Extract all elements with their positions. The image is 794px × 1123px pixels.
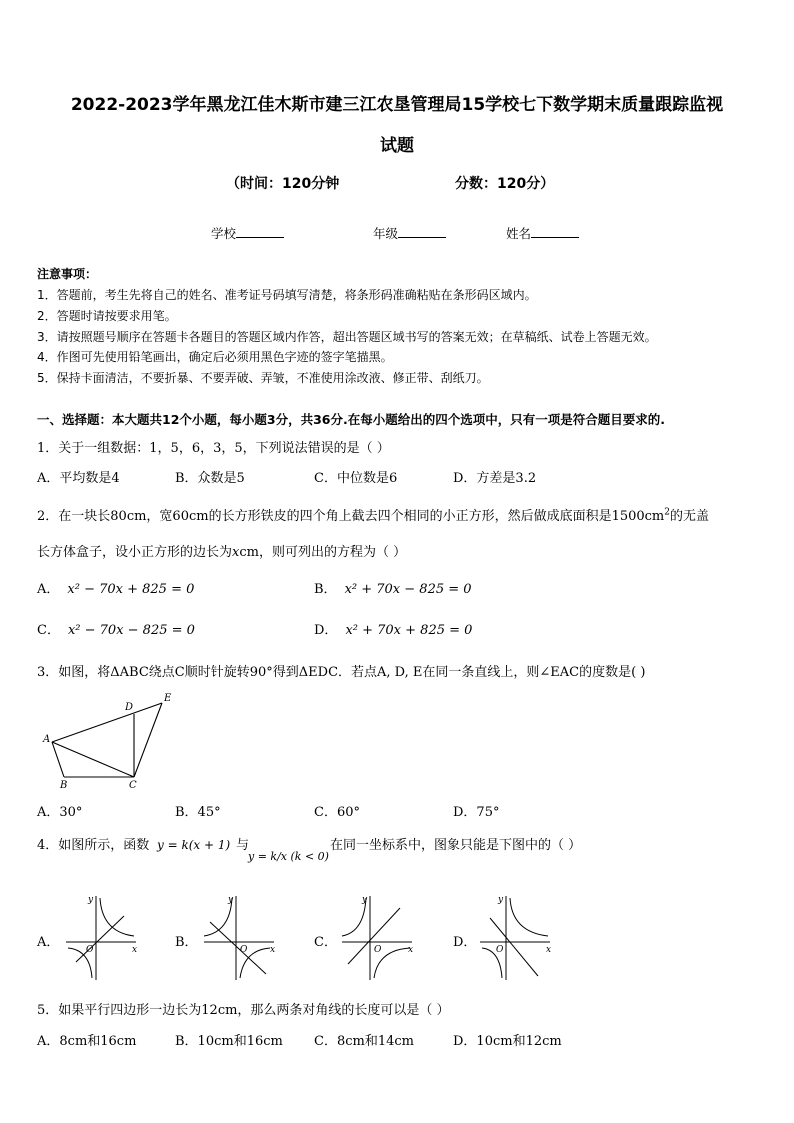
q1-option-d: D．方差是3.2 bbox=[453, 471, 537, 486]
q4-option-a-label: A． bbox=[37, 935, 60, 950]
name-label: 姓名 bbox=[506, 226, 532, 241]
q2-option-c-expr: x² − 70x − 825 = 0 bbox=[67, 623, 195, 638]
notice-heading: 注意事项： bbox=[37, 267, 98, 281]
svg-text:O: O bbox=[496, 945, 504, 955]
q4-stem-a: 4．如图所示，函数 bbox=[37, 838, 150, 853]
svg-text:y: y bbox=[498, 895, 504, 905]
q2-stem-line2a: 长方体盒子，设小正方形的边长为 bbox=[37, 545, 233, 560]
svg-text:O: O bbox=[86, 945, 94, 955]
q2-var: x bbox=[232, 545, 240, 560]
q5-option-d: D．10cm和12cm bbox=[453, 1034, 562, 1049]
notice-item: 3．请按照题号顺序在答题卡各题目的答题区域内作答，超出答题区域书写的答案无效；在草稿纸、试卷上答题无效。 bbox=[37, 330, 657, 344]
q3-figure bbox=[38, 690, 188, 790]
q2-option-b-label: B． bbox=[314, 582, 337, 597]
svg-text:y: y bbox=[228, 895, 234, 905]
school-label: 学校 bbox=[211, 226, 237, 241]
q4-option-c-label: C． bbox=[314, 935, 337, 950]
notice-item: 5．保持卡面清洁，不要折暴、不要弄破、弄皱，不准使用涂改液、修正带、刮纸刀。 bbox=[37, 371, 489, 385]
q4-func2: y = k/x (k < 0) bbox=[248, 850, 329, 863]
name-field bbox=[506, 224, 579, 242]
q3-label-e: E bbox=[164, 693, 172, 704]
q5-stem: 5．如果平行四边形一边长为12cm，那么两条对角线的长度可以是（ ） bbox=[37, 1003, 450, 1018]
time-label: （时间：120分钟 bbox=[226, 176, 340, 192]
q3-label-a: A bbox=[43, 734, 51, 745]
q5-option-b: B．10cm和16cm bbox=[175, 1034, 283, 1049]
exam-title-line1: 2022-2023学年黑龙江佳木斯市建三江农垦管理局15学校七下数学期末质量跟踪监视 bbox=[70, 95, 724, 115]
q3-stem: 3．如图，将ΔABC绕点C顺时针旋转90°得到ΔEDC．若点A, D, E在同一条直线上，则∠EAC的度数是( ) bbox=[37, 665, 646, 680]
school-field bbox=[211, 224, 284, 242]
section-heading: 一、选择题：本大题共12个小题，每小题3分，共36分.在每小题给出的四个选项中，只有一项是符合题目要求的. bbox=[37, 412, 665, 427]
q3-option-d: D．75° bbox=[453, 805, 500, 820]
q3-option-a: A．30° bbox=[37, 805, 83, 820]
svg-text:x: x bbox=[408, 945, 414, 955]
q3-option-b: B．45° bbox=[175, 805, 221, 820]
notice-item: 2．答题时请按要求用笔。 bbox=[37, 309, 177, 323]
q3-segment-ae bbox=[52, 703, 162, 742]
grade-label: 年级 bbox=[373, 226, 399, 241]
q2-option-b-expr: x² + 70x − 825 = 0 bbox=[344, 582, 472, 597]
q2-option-a-expr: x² − 70x + 825 = 0 bbox=[67, 582, 195, 597]
q2-option-a-label: A． bbox=[37, 582, 60, 597]
q5-option-a: A．8cm和16cm bbox=[37, 1034, 137, 1049]
svg-text:O: O bbox=[240, 945, 248, 955]
q4-option-b-label: B． bbox=[175, 935, 198, 950]
q2-option-d-label: D． bbox=[314, 623, 338, 638]
svg-text:y: y bbox=[88, 895, 94, 905]
grade-blank bbox=[398, 225, 446, 238]
q4-option-d-label: D． bbox=[453, 935, 477, 950]
q4-stem-b: 与 bbox=[236, 838, 250, 853]
school-blank bbox=[236, 225, 284, 238]
q1-option-c: C．中位数是6 bbox=[314, 471, 398, 486]
q3-segment-ab bbox=[52, 742, 64, 777]
svg-text:x: x bbox=[546, 945, 552, 955]
q4-graph-a bbox=[62, 892, 142, 984]
q2-stem-part2: 的无盖 bbox=[670, 509, 710, 524]
q3-label-c: C bbox=[129, 780, 137, 790]
q1-stem: 1．关于一组数据：1，5，6，3，5，下列说法错误的是（ ） bbox=[37, 441, 390, 456]
q3-option-c: C．60° bbox=[314, 805, 360, 820]
q5-option-c: C．8cm和14cm bbox=[314, 1034, 414, 1049]
q2-stem-part1: 2．在一块长80cm，宽60cm的长方形铁皮的四个角上截去四个相同的小正方形，然后做成底面积是1500cm bbox=[37, 509, 665, 524]
q2-stem-line2b: cm，则可列出的方程为（ ） bbox=[239, 545, 407, 560]
q1-option-b: B．众数是5 bbox=[175, 471, 245, 486]
q2-option-d bbox=[314, 619, 472, 638]
notice-item: 1．答题前，考生先将自己的姓名、准考证号码填写清楚，将条形码准确粘贴在条形码区域内。 bbox=[37, 288, 537, 302]
svg-text:y: y bbox=[362, 895, 368, 905]
q2-option-d-expr: x² + 70x + 825 = 0 bbox=[345, 623, 473, 638]
exam-title-line2: 试题 bbox=[380, 136, 414, 156]
q3-segment-ce bbox=[134, 703, 162, 777]
q2-stem-line2 bbox=[37, 541, 406, 560]
q3-segment-ac bbox=[52, 742, 134, 777]
svg-text:O: O bbox=[374, 945, 382, 955]
q2-option-a bbox=[37, 578, 194, 597]
q4-graph-b bbox=[200, 892, 280, 984]
q4-func1: y = k(x + 1) bbox=[157, 838, 231, 852]
score-label: 分数：120分） bbox=[455, 176, 555, 192]
q4-graph-d bbox=[476, 892, 556, 984]
q2-stem-line1 bbox=[37, 505, 709, 524]
notice-item: 4．作图可先使用铅笔画出，确定后必须用黑色字迹的签字笔描黑。 bbox=[37, 350, 393, 364]
q4-graph-c bbox=[338, 892, 418, 984]
svg-text:x: x bbox=[270, 945, 276, 955]
svg-text:x: x bbox=[132, 945, 138, 955]
grade-field bbox=[373, 224, 446, 242]
q3-label-d: D bbox=[125, 702, 134, 713]
name-blank bbox=[531, 225, 579, 238]
q2-option-c-label: C． bbox=[37, 623, 60, 638]
q2-stem-sup: 2 bbox=[664, 507, 670, 518]
q2-option-c bbox=[37, 619, 195, 638]
q4-stem-c: 在同一坐标系中，图象只能是下图中的（ ） bbox=[330, 838, 582, 853]
q1-option-a: A．平均数是4 bbox=[37, 471, 120, 486]
q2-option-b bbox=[314, 578, 472, 597]
q3-label-b: B bbox=[60, 780, 68, 790]
